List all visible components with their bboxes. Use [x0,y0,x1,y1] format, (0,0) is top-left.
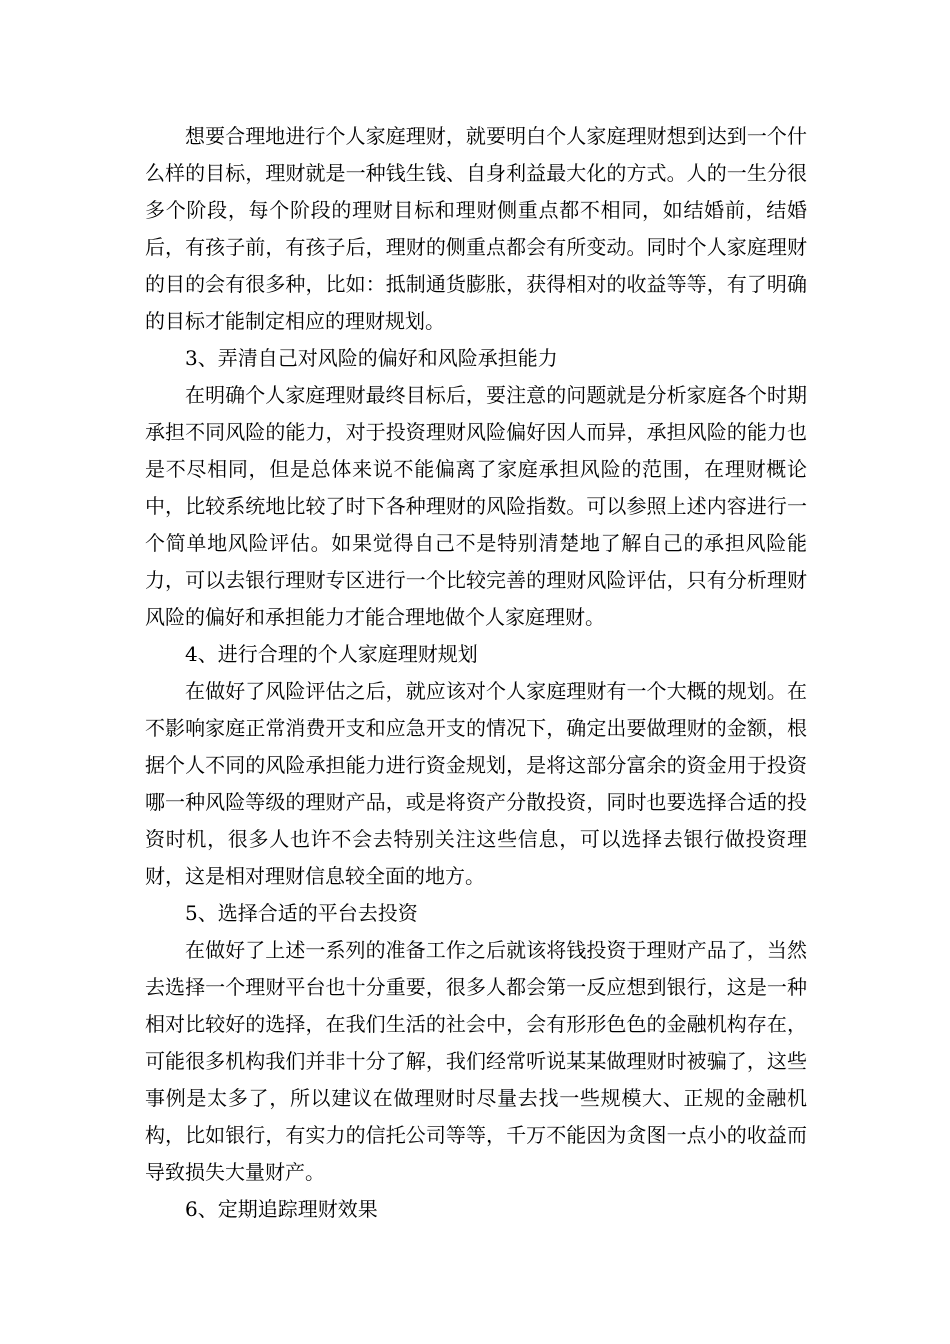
section-heading-4: 4、进行合理的个人家庭理财规划 [185,642,478,666]
paragraph-financial-planning: 在做好了风险评估之后，就应该对个人家庭理财有一个大概的规划。在不影响家庭正常消费开支和应急开支的情况下，确定出要做理财的金额，根据个人不同的风险承担能力进行资金规划，是将这部分富余的资金用于投资哪一种风险等级的理财产品，或是将资产分散投资，同时也要选择合适的投资时机，很多人也许不会去特别关注这些信息，可以选择去银行做投资理财，这是相对理财信息较全面的地方。 [145,679,807,888]
section-heading-6: 6、定期追踪理财效果 [185,1197,378,1221]
paragraph-risk-assessment: 在明确个人家庭理财最终目标后，要注意的问题就是分析家庭各个时期承担不同风险的能力，对于投资理财风险偏好因人而异，承担风险的能力也是不尽相同，但是总体来说不能偏离了家庭承担风险的范围，在理财概论中，比较系统地比较了时下各种理财的风险指数。可以参照上述内容进行一个简单地风险评估。如果觉得自己不是特别清楚地了解自己的承担风险能力，可以去银行理财专区进行一个比较完善的理财风险评估，只有分析理财风险的偏好和承担能力才能合理地做个人家庭理财。 [145,383,807,629]
document-page [145,118,807,1228]
paragraph-goal-intro: 想要合理地进行个人家庭理财，就要明白个人家庭理财想到达到一个什么样的目标，理财就是一种钱生钱、自身利益最大化的方式。人的一生分很多个阶段，每个阶段的理财目标和理财侧重点都不相同，如结婚前，结婚后，有孩子前，有孩子后，理财的侧重点都会有所变动。同时个人家庭理财的目的会有很多种，比如：抵制通货膨胀，获得相对的收益等等，有了明确的目标才能制定相应的理财规划。 [145,124,807,333]
paragraph-platform-choice: 在做好了上述一系列的准备工作之后就该将钱投资于理财产品了，当然去选择一个理财平台也十分重要，很多人都会第一反应想到银行，这是一种相对比较好的选择，在我们生活的社会中，会有形形色色的金融机构存在，可能很多机构我们并非十分了解，我们经常听说某某做理财时被骗了，这些事例是太多了，所以建议在做理财时尽量去找一些规模大、正规的金融机构，比如银行，有实力的信托公司等等，千万不能因为贪图一点小的收益而导致损失大量财产。 [145,938,807,1184]
section-heading-5: 5、选择合适的平台去投资 [185,901,418,925]
section-heading-3: 3、弄清自己对风险的偏好和风险承担能力 [185,346,558,370]
